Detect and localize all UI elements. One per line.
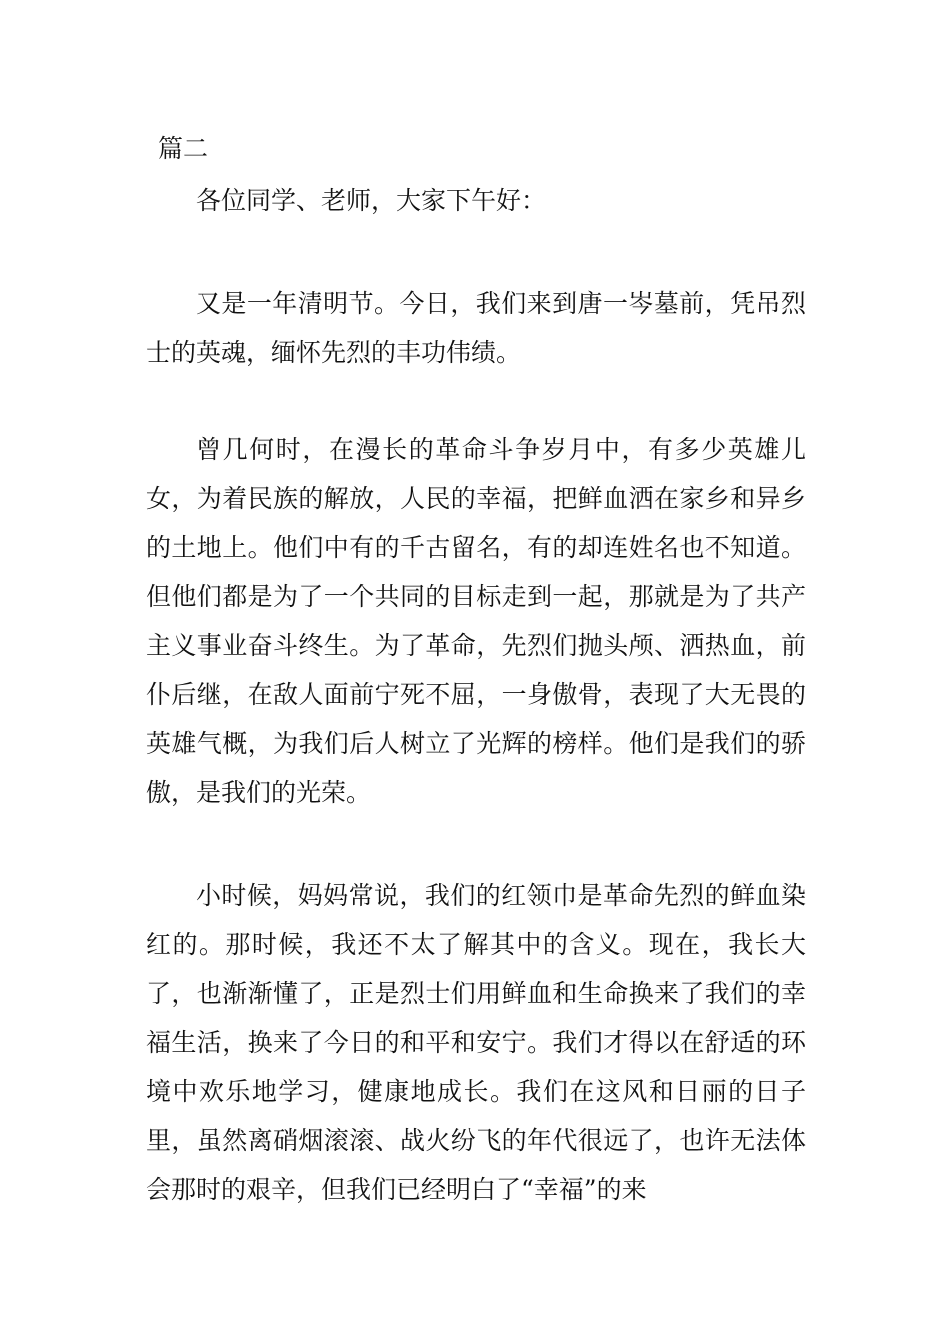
paragraph-2: 曾几何时，在漫长的革命斗争岁月中，有多少英雄儿女，为着民族的解放，人民的幸福，把鲜血洒在家乡和异乡的土地上。他们中有的千古留名，有的却连姓名也不知道。但他们都是为了一个共同的目标走到一起，那就是为了共产主义事业奋斗终生。为了革命，先烈们抛头颅、洒热血，前仆后继，在敌人面前宁死不屈，一身傲骨，表现了大无畏的英雄气概，为我们后人树立了光辉的榜样。他们是我们的骄傲，是我们的光荣。 <box>146 435 806 807</box>
paragraph-1: 又是一年清明节。今日，我们来到唐一岑墓前，凭吊烈士的英魂，缅怀先烈的丰功伟绩。 <box>146 289 806 367</box>
paragraph-3: 小时候，妈妈常说，我们的红领巾是革命先烈的鲜血染红的。那时候，我还不太了解其中的含义。现在，我长大了，也渐渐懂了，正是烈士们用鲜血和生命换来了我们的幸福生活，换来了今日的和平和安宁。我们才得以在舒适的环境中欢乐地学习，健康地成长。我们在这风和日丽的日子里，虽然离硝烟滚滚、战火纷飞的年代很远了，也许无法体会那时的艰辛，但我们已经明白了“幸福”的来 <box>146 881 806 1204</box>
section-heading: 篇二 <box>158 134 209 163</box>
greeting-line: 各位同学、老师，大家下午好： <box>196 186 547 215</box>
